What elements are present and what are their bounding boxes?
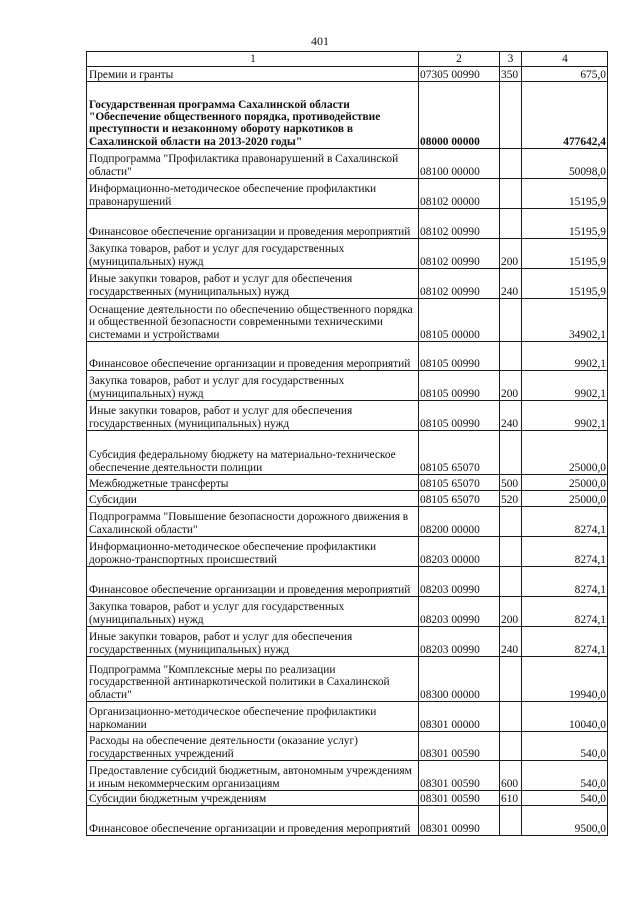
row-amount-cell: 25000,0 [522, 491, 608, 507]
table-row [87, 299, 608, 342]
table-row [87, 401, 608, 431]
row-expense-type-cell [500, 209, 522, 239]
table-row [87, 431, 608, 475]
table-row [87, 149, 608, 179]
row-expense-type-cell: 200 [500, 597, 522, 627]
table-body [87, 52, 608, 836]
row-code-cell: 08301 00590 [419, 761, 500, 791]
row-name-cell: Оснащение деятельности по обеспечению общественного порядка и общественной безопасности современными техническими системами и устройствами [87, 299, 419, 342]
row-amount-cell: 477642,4 [522, 82, 608, 149]
row-code-cell: 08105 65070 [419, 491, 500, 507]
row-code-cell: 08203 00990 [419, 597, 500, 627]
row-expense-type-cell [500, 342, 522, 371]
table-row [87, 702, 608, 732]
row-expense-type-cell: 200 [500, 239, 522, 269]
header-col-3: 3 [500, 52, 522, 67]
table-row [87, 82, 608, 149]
row-amount-cell: 10040,0 [522, 702, 608, 732]
row-name-cell: Иные закупки товаров, работ и услуг для обеспечения государственных (муниципальных) нужд [87, 627, 419, 657]
row-name-cell: Финансовое обеспечение организации и проведения мероприятий [87, 567, 419, 597]
row-amount-cell: 15195,9 [522, 179, 608, 209]
row-code-cell: 08105 65070 [419, 475, 500, 491]
row-expense-type-cell [500, 82, 522, 149]
row-code-cell: 08102 00000 [419, 179, 500, 209]
row-expense-type-cell: 600 [500, 761, 522, 791]
table-row [87, 761, 608, 791]
row-code-cell: 08203 00000 [419, 537, 500, 567]
row-amount-cell: 15195,9 [522, 239, 608, 269]
table-row [87, 791, 608, 806]
row-amount-cell: 8274,1 [522, 537, 608, 567]
row-name-cell: Субсидии бюджетным учреждениям [87, 791, 419, 806]
page-number: 401 [311, 34, 329, 48]
row-code-cell: 08301 00990 [419, 806, 500, 836]
row-amount-cell: 34902,1 [522, 299, 608, 342]
row-name-cell: Расходы на обеспечение деятельности (оказание услуг) государственных учреждений [87, 732, 419, 761]
row-name-cell: Закупка товаров, работ и услуг для государственных (муниципальных) нужд [87, 371, 419, 401]
row-amount-cell: 540,0 [522, 791, 608, 806]
row-amount-cell: 15195,9 [522, 269, 608, 299]
table-row [87, 806, 608, 836]
row-name-cell: Информационно-методическое обеспечение профилактики дорожно-транспортных происшествий [87, 537, 419, 567]
row-name-cell: Иные закупки товаров, работ и услуг для обеспечения государственных (муниципальных) нужд [87, 269, 419, 299]
row-expense-type-cell [500, 806, 522, 836]
row-expense-type-cell: 350 [500, 67, 522, 82]
row-amount-cell: 8274,1 [522, 627, 608, 657]
row-name-cell: Финансовое обеспечение организации и проведения мероприятий [87, 342, 419, 371]
row-code-cell: 08105 00000 [419, 299, 500, 342]
row-expense-type-cell [500, 702, 522, 732]
budget-table [86, 51, 608, 836]
table-row [87, 732, 608, 761]
row-code-cell: 08102 00990 [419, 209, 500, 239]
table-row [87, 342, 608, 371]
row-code-cell: 08203 00990 [419, 627, 500, 657]
row-name-cell: Государственная программа Сахалинской области "Обеспечение общественного порядка, противодействие преступности и незаконному обороту наркотиков в Сахалинской области на 2013-2020 годы" [87, 82, 419, 149]
row-name-cell: Субсидии [87, 491, 419, 507]
row-expense-type-cell: 200 [500, 371, 522, 401]
row-expense-type-cell [500, 431, 522, 475]
row-expense-type-cell: 520 [500, 491, 522, 507]
table-row [87, 537, 608, 567]
row-code-cell: 08102 00990 [419, 239, 500, 269]
row-amount-cell: 25000,0 [522, 431, 608, 475]
row-code-cell: 08100 00000 [419, 149, 500, 179]
table-row [87, 179, 608, 209]
row-code-cell: 08203 00990 [419, 567, 500, 597]
row-amount-cell: 540,0 [522, 761, 608, 791]
table-row [87, 627, 608, 657]
row-name-cell: Иные закупки товаров, работ и услуг для обеспечения государственных (муниципальных) нужд [87, 401, 419, 431]
row-code-cell: 08300 00000 [419, 657, 500, 702]
row-name-cell: Закупка товаров, работ и услуг для государственных (муниципальных) нужд [87, 239, 419, 269]
row-expense-type-cell [500, 179, 522, 209]
row-name-cell: Премии и гранты [87, 67, 419, 82]
row-amount-cell: 9902,1 [522, 401, 608, 431]
row-expense-type-cell [500, 567, 522, 597]
table-row [87, 269, 608, 299]
row-expense-type-cell: 500 [500, 475, 522, 491]
row-amount-cell: 8274,1 [522, 507, 608, 537]
row-name-cell: Информационно-методическое обеспечение профилактики правонарушений [87, 179, 419, 209]
table-row [87, 239, 608, 269]
row-amount-cell: 8274,1 [522, 567, 608, 597]
row-name-cell: Финансовое обеспечение организации и проведения мероприятий [87, 806, 419, 836]
row-expense-type-cell [500, 149, 522, 179]
row-expense-type-cell [500, 507, 522, 537]
header-col-1: 1 [87, 52, 419, 67]
row-expense-type-cell [500, 299, 522, 342]
row-expense-type-cell: 240 [500, 269, 522, 299]
row-amount-cell: 9902,1 [522, 342, 608, 371]
row-code-cell: 08105 65070 [419, 431, 500, 475]
table-row [87, 491, 608, 507]
table-row [87, 371, 608, 401]
row-name-cell: Субсидия федеральному бюджету на материально-техническое обеспечение деятельности полиции [87, 431, 419, 475]
table-row [87, 475, 608, 491]
table-row [87, 67, 608, 82]
table-row [87, 657, 608, 702]
row-expense-type-cell [500, 732, 522, 761]
header-col-2: 2 [419, 52, 500, 67]
row-amount-cell: 9902,1 [522, 371, 608, 401]
row-amount-cell: 25000,0 [522, 475, 608, 491]
row-name-cell: Закупка товаров, работ и услуг для государственных (муниципальных) нужд [87, 597, 419, 627]
table-row [87, 597, 608, 627]
row-name-cell: Организационно-методическое обеспечение профилактики наркомании [87, 702, 419, 732]
row-expense-type-cell: 610 [500, 791, 522, 806]
row-code-cell: 08105 00990 [419, 371, 500, 401]
row-code-cell: 08301 00590 [419, 791, 500, 806]
table-row [87, 507, 608, 537]
row-expense-type-cell: 240 [500, 401, 522, 431]
row-code-cell: 08105 00990 [419, 342, 500, 371]
row-code-cell: 08000 00000 [419, 82, 500, 149]
row-amount-cell: 50098,0 [522, 149, 608, 179]
row-name-cell: Межбюджетные трансферты [87, 475, 419, 491]
row-expense-type-cell: 240 [500, 627, 522, 657]
row-name-cell: Подпрограмма "Повышение безопасности дорожного движения в Сахалинской области" [87, 507, 419, 537]
row-amount-cell: 9500,0 [522, 806, 608, 836]
table-header-row [87, 52, 608, 67]
row-code-cell: 08301 00000 [419, 702, 500, 732]
row-amount-cell: 8274,1 [522, 597, 608, 627]
row-code-cell: 07305 00990 [419, 67, 500, 82]
header-col-4: 4 [522, 52, 608, 67]
row-code-cell: 08105 00990 [419, 401, 500, 431]
row-name-cell: Подпрограмма "Профилактика правонарушений в Сахалинской области" [87, 149, 419, 179]
row-code-cell: 08102 00990 [419, 269, 500, 299]
row-amount-cell: 15195,9 [522, 209, 608, 239]
row-amount-cell: 675,0 [522, 67, 608, 82]
row-name-cell: Подпрограмма "Комплексные меры по реализации государственной антинаркотической политики в Сахалинской области" [87, 657, 419, 702]
row-expense-type-cell [500, 657, 522, 702]
table-row [87, 567, 608, 597]
row-expense-type-cell [500, 537, 522, 567]
table-row [87, 209, 608, 239]
row-code-cell: 08301 00590 [419, 732, 500, 761]
row-amount-cell: 540,0 [522, 732, 608, 761]
row-amount-cell: 19940,0 [522, 657, 608, 702]
row-name-cell: Предоставление субсидий бюджетным, автономным учреждениям и иным некоммерческим организациям [87, 761, 419, 791]
row-code-cell: 08200 00000 [419, 507, 500, 537]
row-name-cell: Финансовое обеспечение организации и проведения мероприятий [87, 209, 419, 239]
